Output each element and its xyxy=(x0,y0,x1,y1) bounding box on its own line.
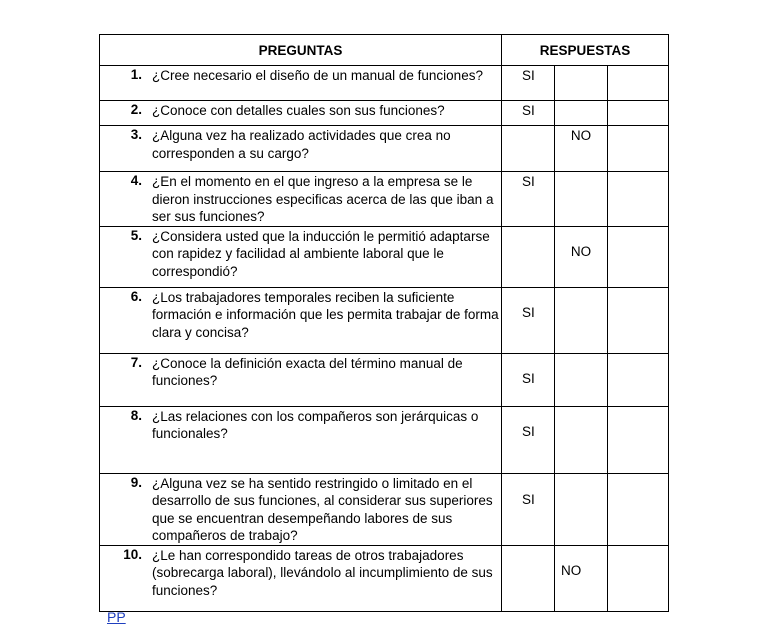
question-text: ¿Alguna vez se ha sentido restringido o limitado en el desarrollo de sus funciones, al considerar sus superiores que se encuentran desempeñando labores de sus compañeros de trabajo? xyxy=(152,475,493,543)
answer-no xyxy=(555,474,607,476)
question-number: 2. xyxy=(130,102,142,117)
question-text: ¿Alguna vez ha realizado actividades que crea no corresponden a su cargo? xyxy=(152,128,451,161)
survey-table xyxy=(99,34,669,612)
question-cell xyxy=(100,287,502,353)
answer-si: SI xyxy=(522,370,535,386)
answer-no-cell xyxy=(555,406,608,473)
question-cell xyxy=(100,172,502,227)
answer-other xyxy=(608,66,668,68)
answer-other xyxy=(608,126,668,128)
question-number: 6. xyxy=(130,288,142,304)
answer-no-cell xyxy=(555,66,608,101)
answer-no xyxy=(555,101,607,103)
answer-no: NO xyxy=(561,562,582,578)
answer-si-cell xyxy=(502,101,555,126)
question-number: 9. xyxy=(130,474,142,490)
answer-si: SI xyxy=(522,491,535,507)
answer-si-cell xyxy=(502,353,555,406)
question-cell xyxy=(100,126,502,172)
question-number: 7. xyxy=(130,354,142,370)
footer-link[interactable]: PP xyxy=(107,609,126,625)
question-cell xyxy=(100,66,502,101)
question-text: ¿Los trabajadores temporales reciben la suficiente formación e información que les permita trabajar de forma clara y concisa? xyxy=(152,289,499,340)
question-number: 1. xyxy=(130,67,142,82)
answer-other-cell xyxy=(608,406,669,473)
header-questions: PREGUNTAS xyxy=(100,35,502,66)
question-text: ¿Le han correspondido tareas de otros trabajadores (sobrecarga laboral), llevándolo al incumplimiento de sus funciones? xyxy=(152,547,493,598)
answer-other xyxy=(608,546,668,563)
answer-other xyxy=(608,227,668,244)
question-text: ¿Conoce con detalles cuales son sus funciones? xyxy=(152,103,445,118)
answer-other-cell xyxy=(608,545,669,611)
answer-other-cell xyxy=(608,126,669,172)
question-text: ¿Considera usted que la inducción le permitió adaptarse con rapidez y facilidad al ambiente laboral que le correspondió? xyxy=(152,228,490,279)
question-number: 3. xyxy=(130,127,142,142)
answer-si-cell xyxy=(502,473,555,545)
answer-si: SI xyxy=(522,103,535,118)
answer-si: SI xyxy=(522,304,535,320)
answer-si-cell xyxy=(502,172,555,227)
table-row xyxy=(100,287,669,353)
question-number: 4. xyxy=(130,173,142,188)
answer-si-cell xyxy=(502,226,555,287)
table-row xyxy=(100,226,669,287)
header-answers: RESPUESTAS xyxy=(502,35,669,66)
answer-no-cell xyxy=(555,473,608,545)
answer-other-cell xyxy=(608,473,669,545)
answer-si xyxy=(502,546,554,548)
table-row xyxy=(100,172,669,227)
answer-other xyxy=(608,101,668,103)
question-text: ¿Conoce la definición exacta del término manual de funciones? xyxy=(152,355,463,388)
answer-no-cell xyxy=(555,226,608,287)
question-number: 8. xyxy=(130,407,142,423)
question-cell xyxy=(100,101,502,126)
question-text: ¿Las relaciones con los compañeros son jerárquicas o funcionales? xyxy=(152,408,479,441)
answer-no xyxy=(555,66,607,68)
question-cell xyxy=(100,406,502,473)
answer-si: SI xyxy=(522,68,535,83)
answer-no xyxy=(555,288,607,290)
table-row xyxy=(100,545,669,611)
answer-si-cell xyxy=(502,406,555,473)
answer-no xyxy=(555,172,607,174)
answer-si: SI xyxy=(522,423,535,439)
answer-no: NO xyxy=(570,128,592,143)
answer-other xyxy=(608,354,668,356)
answer-no-cell xyxy=(555,172,608,227)
answer-other-cell xyxy=(608,172,669,227)
answer-other-cell xyxy=(608,287,669,353)
answer-si-cell xyxy=(502,545,555,611)
answer-other-cell xyxy=(608,226,669,287)
answer-other xyxy=(608,407,668,409)
question-text: ¿Cree necesario el diseño de un manual de funciones? xyxy=(152,68,483,83)
answer-other-cell xyxy=(608,101,669,126)
answer-si-cell xyxy=(502,287,555,353)
question-text: ¿En el momento en el que ingreso a la empresa se le dieron instrucciones especificas acerca de las que iban a ser sus funciones? xyxy=(152,174,494,224)
table-row xyxy=(100,353,669,406)
table-row xyxy=(100,66,669,101)
answer-no-cell xyxy=(555,101,608,126)
answer-si xyxy=(502,227,554,229)
answer-no-cell xyxy=(555,126,608,172)
answer-no: NO xyxy=(570,243,592,259)
table-row xyxy=(100,473,669,545)
answer-other-cell xyxy=(608,66,669,101)
answer-no xyxy=(555,407,607,409)
table-row xyxy=(100,101,669,126)
answer-no-cell xyxy=(555,353,608,406)
table-row xyxy=(100,126,669,172)
answer-no-cell xyxy=(555,287,608,353)
question-cell xyxy=(100,226,502,287)
header-row xyxy=(100,35,669,66)
question-number: 10. xyxy=(123,546,142,562)
answer-si-cell xyxy=(502,126,555,172)
answer-other xyxy=(608,474,668,476)
answer-no-cell xyxy=(555,545,608,611)
question-number: 5. xyxy=(130,227,142,243)
answer-si-cell xyxy=(502,66,555,101)
table-row xyxy=(100,406,669,473)
answer-other xyxy=(608,288,668,290)
answer-si xyxy=(502,126,554,128)
answer-other xyxy=(608,172,668,174)
answer-si: SI xyxy=(522,174,535,189)
question-cell xyxy=(100,473,502,545)
answer-other-cell xyxy=(608,353,669,406)
question-cell xyxy=(100,353,502,406)
answer-no xyxy=(555,354,607,356)
question-cell xyxy=(100,545,502,611)
